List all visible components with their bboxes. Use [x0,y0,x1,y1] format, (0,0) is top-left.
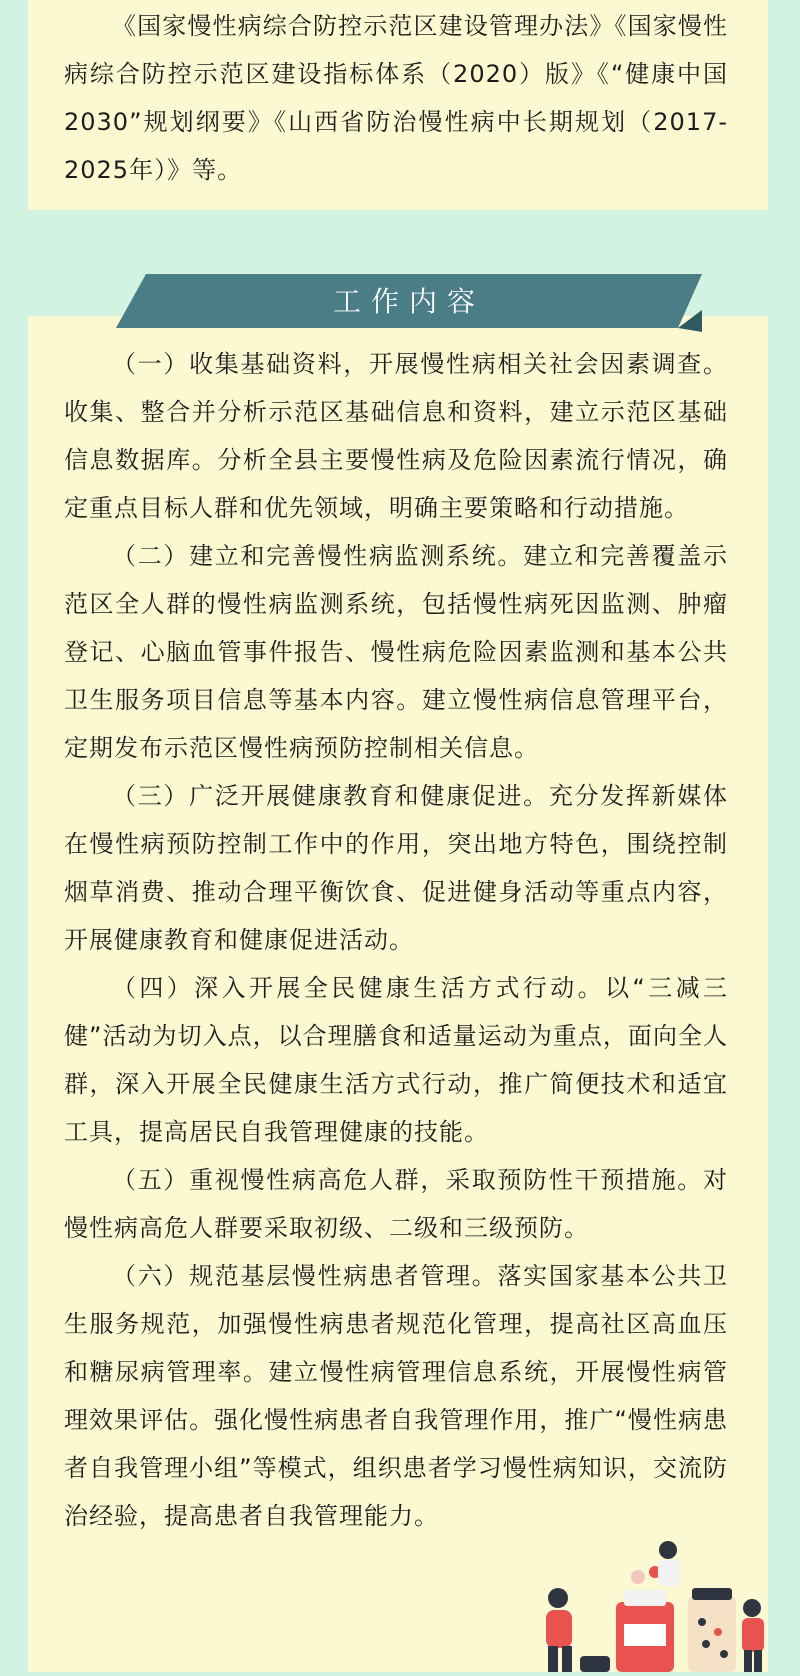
section-title-banner [116,274,702,332]
paragraph-6: （六）规范基层慢性病患者管理。落实国家基本公共卫生服务规范，加强慢性病患者规范化管理，提高社区高血压和糖尿病管理率。建立慢性病管理信息系统，开展慢性病管理效果评估。强化慢性病患者自我管理作用，推广“慢性病患者自我管理小组”等模式，组织患者学习慢性病知识，交流防治经验，提高患者自我管理能力。 [64,1262,728,1530]
paragraph-5: （五）重视慢性病高危人群，采取预防性干预措施。对慢性病高危人群要采取初级、二级和三级预防。 [64,1166,728,1242]
intro-card [28,0,768,210]
section-title: 工作内容 [332,285,485,318]
people-with-medicine-bottles-illustration [520,1532,770,1672]
paragraph-4: （四）深入开展全民健康生活方式行动。以“三减三健”活动为切入点，以合理膳食和适量运动为重点，面向全人群，深入开展全民健康生活方式行动，推广简便技术和适宜工具，提高居民自我管理健康的技能。 [64,974,728,1146]
intro-paragraph: 《国家慢性病综合防控示范区建设管理办法》《国家慢性病综合防控示范区建设指标体系（2020）版》《“健康中国2030”规划纲要》《山西省防治慢性病中长期规划（2017-2025年）》等。 [64,12,728,184]
paragraph-1: （一）收集基础资料，开展慢性病相关社会因素调查。收集、整合并分析示范区基础信息和资料，建立示范区基础信息数据库。分析全县主要慢性病及危险因素流行情况，确定重点目标人群和优先领域，明确主要策略和行动措施。 [64,350,728,522]
paragraph-2: （二）建立和完善慢性病监测系统。建立和完善覆盖示范区全人群的慢性病监测系统，包括慢性病死因监测、肿瘤登记、心脑血管事件报告、慢性病危险因素监测和基本公共卫生服务项目信息等基本内容。建立慢性病信息管理平台，定期发布示范区慢性病预防控制相关信息。 [64,542,728,762]
paragraph-3: （三）广泛开展健康教育和健康促进。充分发挥新媒体在慢性病预防控制工作中的作用，突出地方特色，围绕控制烟草消费、推动合理平衡饮食、促进健身活动等重点内容，开展健康教育和健康促进活动。 [64,782,728,954]
work-content-card [28,316,768,1672]
